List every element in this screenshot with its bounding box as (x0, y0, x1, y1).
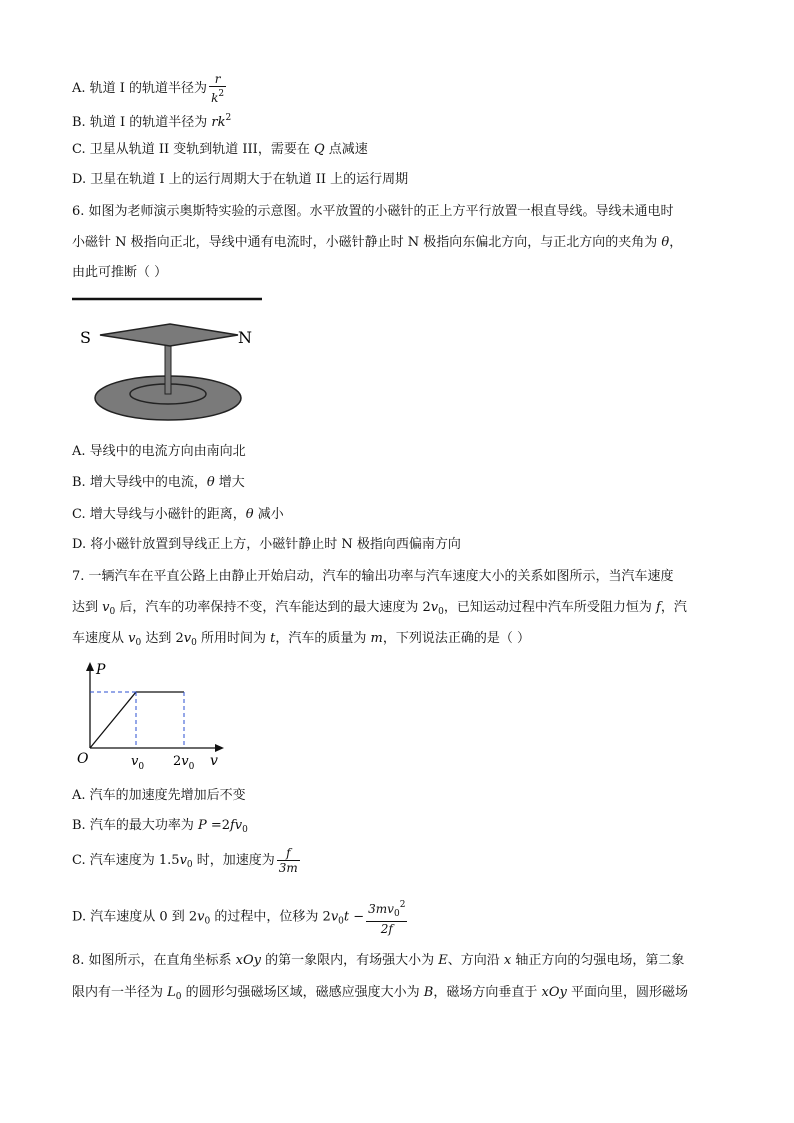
compass-pivot (165, 342, 171, 394)
q5-option-b: B. 轨道 I 的轨道半径为 $rk^2$ (72, 113, 232, 130)
q6-stem-line1: 6. 如图为老师演示奥斯特实验的示意图。水平放置的小磁针的正上方平行放置一根直导线。导线未通电时 (72, 204, 674, 219)
q6-option-a: A. 导线中的电流方向由南向北 (72, 444, 246, 459)
v-axis-label: v (210, 753, 218, 769)
q7-option-c: C. 汽车速度为 $1.5v_0$ 时，加速度为 $\frac{f}{3m}$ (72, 846, 298, 875)
q7-option-d: D. 汽车速度从 0 到 $2v_0$ 的过程中，位移为 $2v_0t$ − $\frac{3mv_0^2}{2f}$ (72, 900, 406, 936)
q6-option-b: B. 增大导线中的电流，θ 增大 (72, 475, 245, 490)
q7-option-a: A. 汽车的加速度先增加后不变 (72, 788, 246, 803)
power-curve (90, 692, 184, 748)
q7-option-b: B. 汽车的最大功率为 $P =2fv_0$ (72, 818, 248, 835)
fraction: $\frac{f}{3m}$ (278, 846, 298, 875)
2v0-tick-label: $2v_0$ (173, 754, 195, 772)
compass-figure (70, 290, 290, 430)
q6-option-c: C. 增大导线与小磁针的距离，θ 减小 (72, 507, 284, 522)
power-velocity-graph (70, 655, 240, 773)
q6-stem-line2: 小磁针 N 极指向正北，导线中通有电流时，小磁针静止时 N 极指向东偏北方向，与正北方向的夹角为 θ， (72, 235, 683, 250)
origin-label: O (77, 751, 89, 767)
q5-option-a (72, 72, 228, 105)
q8-stem-line1: 8. 如图所示，在直角坐标系 xOy 的第一象限内，有场强大小为 E、方向沿 x 轴正方向的匀强电场，第二象 (72, 953, 685, 968)
p-axis-label: P (96, 662, 106, 678)
q8-stem-line2: 限内有一半径为 $L_0$ 的圆形匀强磁场区域，磁感应强度大小为 B，磁场方向垂直于 xOy 平面向里，圆形磁场 (72, 985, 688, 1002)
q7-stem-line3: 车速度从 $v_0$ 达到 $2v_0$ 所用时间为 t，汽车的质量为 m，下列说法正确的是（ ） (72, 631, 530, 648)
p-axis-arrow-icon (86, 662, 94, 671)
q7-stem-line1: 7. 一辆汽车在平直公路上由静止开始启动，汽车的输出功率与汽车速度大小的关系如图所示，当汽车速度 (72, 569, 674, 584)
fraction: $\frac{3mv_0^2}{2f}$ (368, 900, 406, 936)
q5-option-c: C. 卫星从轨道 II 变轨到轨道 III，需要在 Q 点减速 (72, 142, 368, 157)
fraction: $\frac{r}{k^2}$ (211, 72, 225, 105)
option-text: A. 轨道 I 的轨道半径为 (72, 81, 208, 96)
magnetic-needle (100, 324, 238, 346)
label-n: N (238, 328, 252, 347)
q7-stem-line2: 达到 $v_0$ 后，汽车的功率保持不变，汽车能达到的最大速度为 $2v_0$，已知运动过程中汽车所受阻力恒为 f，汽 (72, 600, 687, 617)
q5-option-d: D. 卫星在轨道 I 上的运行周期大于在轨道 II 上的运行周期 (72, 172, 409, 187)
q6-option-d: D. 将小磁针放置到导线正上方，小磁针静止时 N 极指向西偏南方向 (72, 537, 461, 552)
label-s: S (80, 328, 91, 347)
q6-stem-line3: 由此可推断（ ） (72, 265, 168, 280)
v0-tick-label: $v_0$ (131, 754, 145, 772)
v-axis-arrow-icon (215, 744, 224, 752)
